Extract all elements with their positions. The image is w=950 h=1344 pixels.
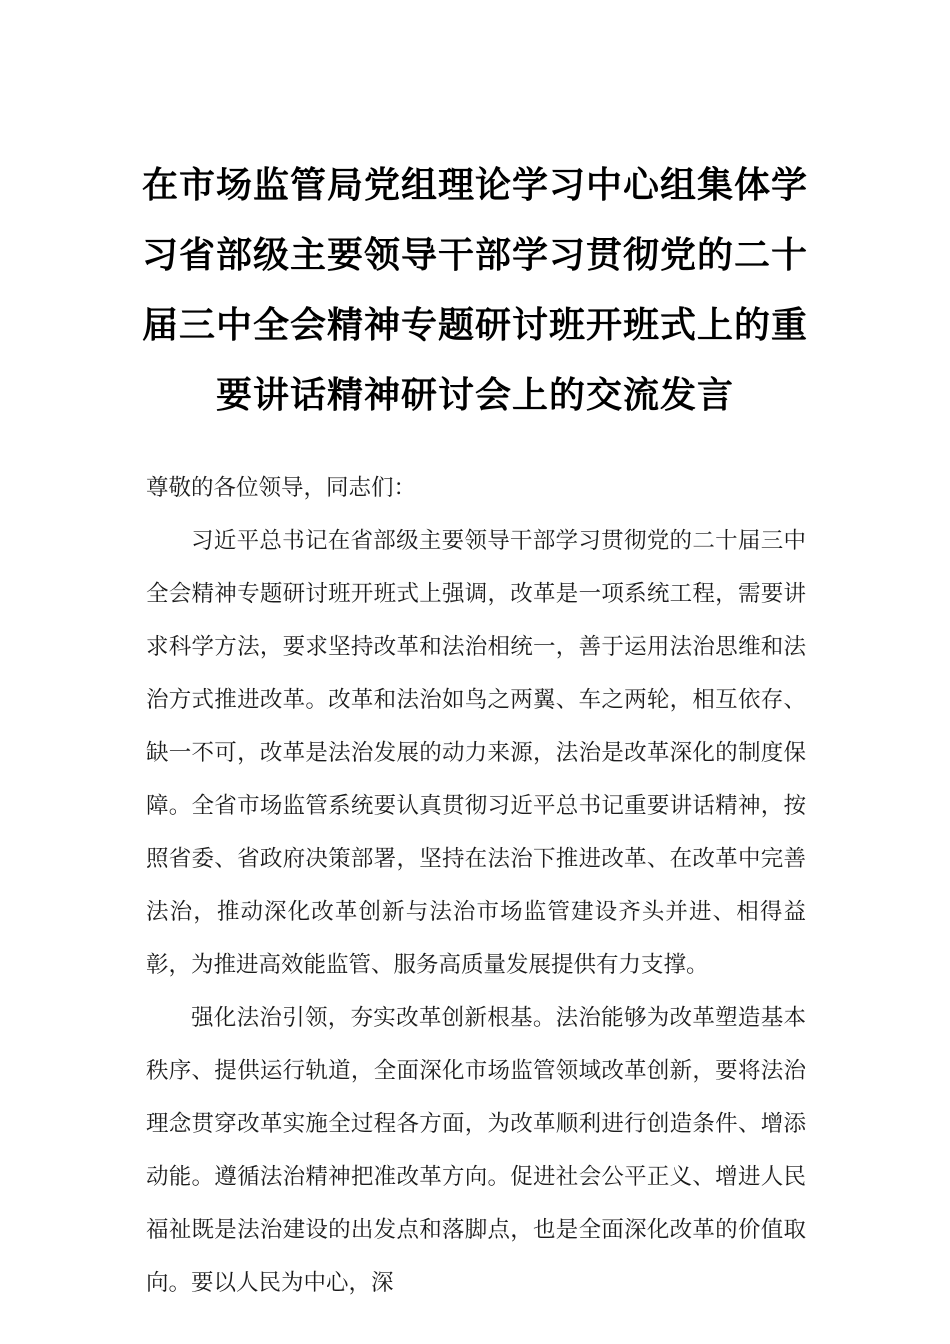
title-line-2: 习省部级主要领导干部学习贯彻党的二十 bbox=[141, 234, 808, 276]
document-body bbox=[146, 462, 806, 1310]
title-line-3: 届三中全会精神专题研讨班开班式上的重 bbox=[141, 304, 808, 346]
paragraph-2: 强化法治引领，夯实改革创新根基。法治能够为改革塑造基本秩序、提供运行轨道，全面深化市场监管领域改革创新，要将法治理念贯穿改革实施全过程各方面，为改革顺利进行创造条件、增添动能。遵循法治精神把准改革方向。促进社会公平正义、增进人民福祉既是法治建设的出发点和落脚点，也是全面深化改革的价值取向。要以人民为中心，深 bbox=[146, 1005, 806, 1296]
title-line-4: 要讲话精神研讨会上的交流发言 bbox=[215, 374, 734, 416]
title-line-1: 在市场监管局党组理论学习中心组集体学 bbox=[141, 164, 808, 206]
paragraph-1: 习近平总书记在省部级主要领导干部学习贯彻党的二十届三中全会精神专题研讨班开班式上强调，改革是一项系统工程，需要讲求科学方法，要求坚持改革和法治相统一，善于运用法治思维和法治方式推进改革。改革和法治如鸟之两翼、车之两轮，相互依存、缺一不可，改革是法治发展的动力来源，法治是改革深化的制度保障。全省市场监管系统要认真贯彻习近平总书记重要讲话精神，按照省委、省政府决策部署，坚持在法治下推进改革、在改革中完善法治，推动深化改革创新与法治市场监管建设齐头并进、相得益彰，为推进高效能监管、服务高质量发展提供有力支撑。 bbox=[146, 528, 806, 978]
document-title bbox=[140, 150, 810, 430]
salutation: 尊敬的各位领导，同志们： bbox=[146, 475, 417, 501]
